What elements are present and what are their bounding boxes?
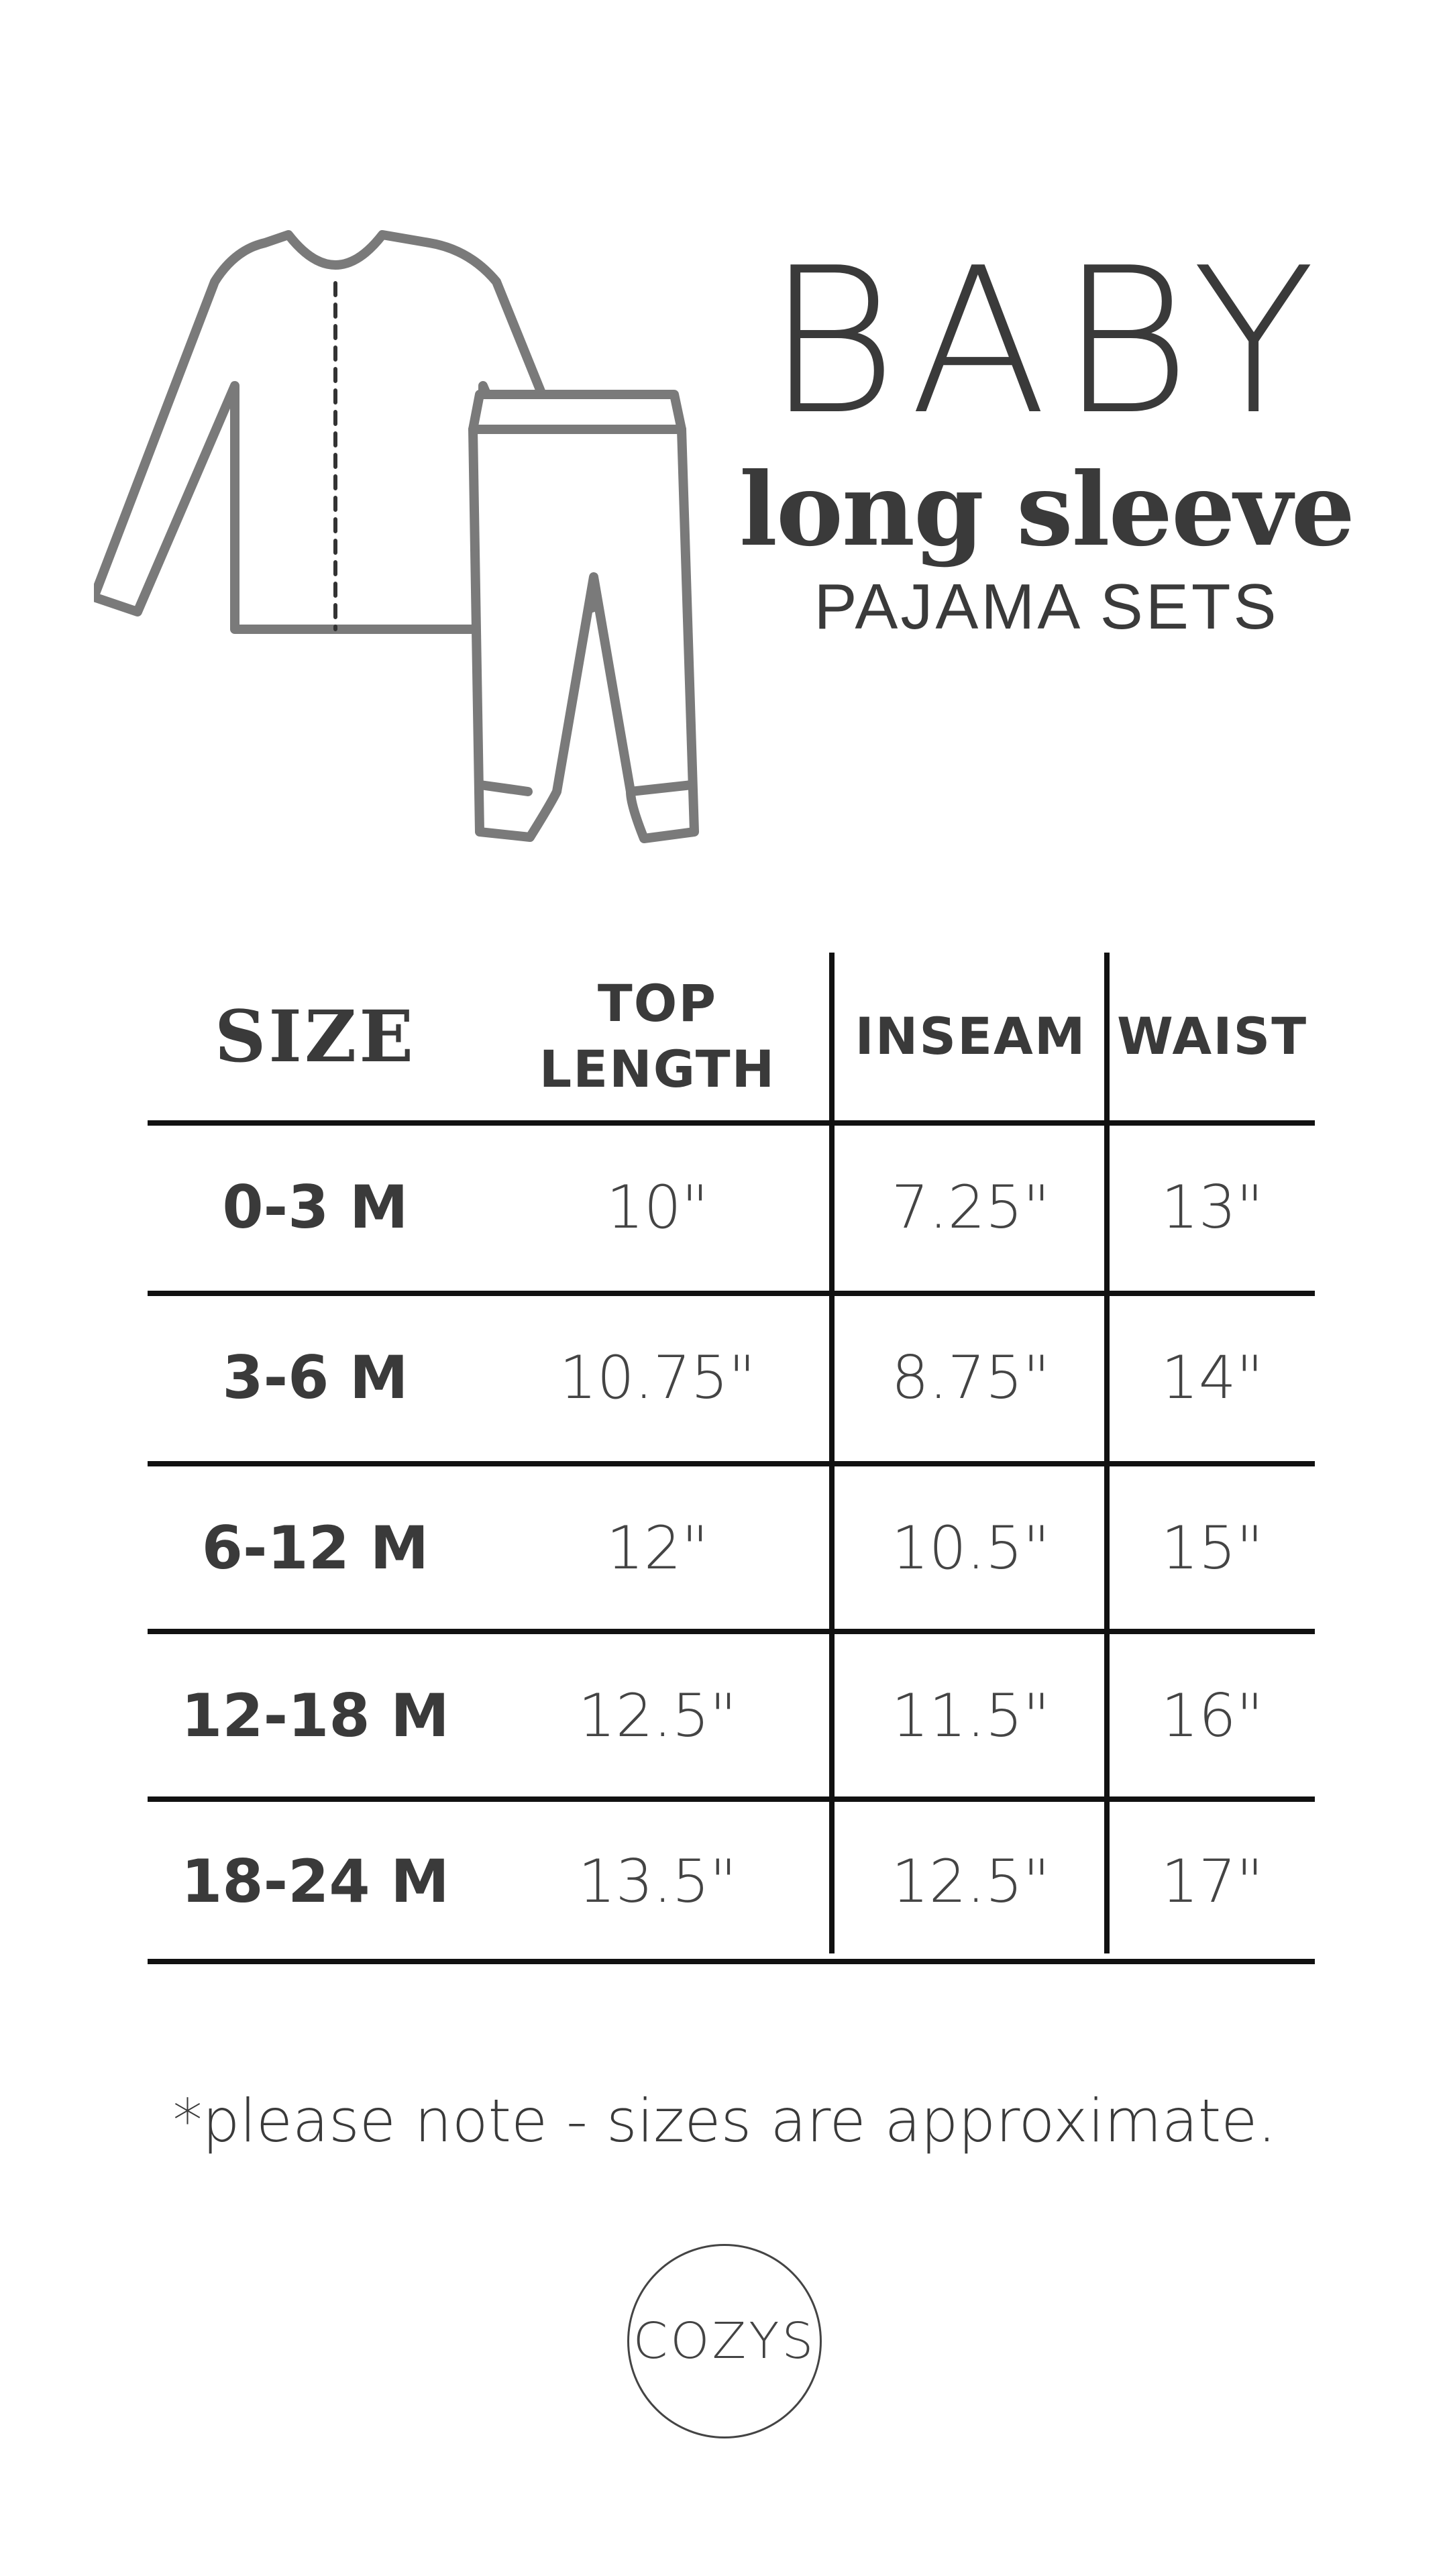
sizing-note: *please note - sizes are approximate. (172, 2086, 1277, 2155)
header-top-length-line1: TOP (597, 973, 718, 1033)
row-2-top-length: 12" (606, 1513, 709, 1582)
brand-logo (627, 2244, 822, 2438)
header-top-length (483, 953, 832, 1120)
row-4-waist: 17" (1161, 1847, 1264, 1916)
table-rule (148, 1461, 1315, 1466)
header-size: SIZE (214, 994, 417, 1078)
row-0-inseam: 7.25" (891, 1172, 1051, 1242)
brand-logo-text: COZYS (633, 2312, 816, 2370)
title-block (704, 225, 1389, 644)
row-0-top-length: 10" (606, 1172, 709, 1242)
row-4-inseam: 12.5" (891, 1847, 1051, 1916)
size-chart-table (148, 953, 1315, 1972)
row-1-size: 3-6 M (222, 1342, 409, 1412)
header-inseam: INSEAM (855, 1006, 1087, 1066)
table-rule (148, 1291, 1315, 1296)
row-3-size: 12-18 M (181, 1680, 449, 1750)
row-1-top-length: 10.75" (559, 1342, 756, 1412)
pajama-set-illustration (94, 201, 738, 859)
page-title: BABY (765, 225, 1328, 459)
row-4-top-length: 13.5" (578, 1847, 737, 1916)
page-subtitle-secondary: PAJAMA SETS (814, 571, 1279, 643)
table-rule (148, 1120, 1315, 1126)
row-3-top-length: 12.5" (578, 1680, 737, 1750)
row-0-waist: 13" (1161, 1172, 1264, 1242)
row-4-size: 18-24 M (181, 1847, 449, 1916)
row-1-waist: 14" (1161, 1342, 1264, 1412)
table-rule (148, 1959, 1315, 1964)
pajama-pants-icon (473, 394, 694, 839)
table-rule (148, 1629, 1315, 1634)
row-0-size: 0-3 M (222, 1172, 409, 1242)
row-2-waist: 15" (1161, 1513, 1264, 1582)
table-column-divider (829, 953, 835, 1953)
table-column-divider (1104, 953, 1110, 1953)
table-rule (148, 1796, 1315, 1802)
row-3-waist: 16" (1161, 1680, 1264, 1750)
header-waist: WAIST (1116, 1006, 1308, 1066)
row-2-inseam: 10.5" (891, 1513, 1051, 1582)
header-top-length-line2: LENGTH (539, 1039, 776, 1099)
row-1-inseam: 8.75" (891, 1342, 1051, 1412)
page-subtitle: long sleeve (739, 451, 1354, 569)
row-2-size: 6-12 M (201, 1513, 429, 1582)
row-3-inseam: 11.5" (891, 1680, 1051, 1750)
